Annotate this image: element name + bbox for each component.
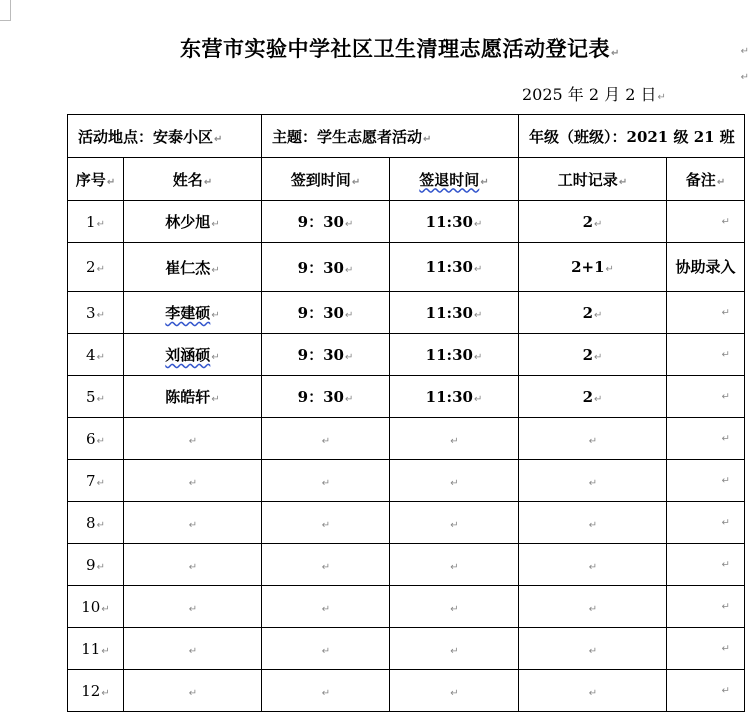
cell-name: 陈皓轩↵ [124,376,262,418]
cell-no: 7↵ [68,460,124,502]
paragraph-mark-icon: ↵ [588,645,598,657]
cell-no: 1↵ [68,201,124,243]
col-header-no: 序号↵ [68,158,124,201]
cell-remark [667,334,745,376]
paragraph-mark-icon: ↵ [588,477,598,489]
col-header-checkin: 签到时间↵ [262,158,390,201]
paragraph-mark-icon: ↵ [473,218,483,230]
cell-checkin [262,502,390,544]
paragraph-mark-icon: ↵ [211,352,220,363]
paragraph-mark-icon: ↵ [344,264,354,276]
paragraph-mark-icon: ↵ [450,603,459,615]
paragraph-mark-icon: ↵ [588,561,598,573]
cell-hours: 2↵ [519,334,667,376]
table-row [68,460,745,502]
col-header-checkout: 签退时间↵ [390,158,519,201]
paragraph-mark-icon: ↵ [657,92,666,103]
cell-hours: 2↵ [519,376,667,418]
cell-remark [667,201,745,243]
cell-checkin: 9：30↵ [262,376,390,418]
cell-checkin [262,544,390,586]
paragraph-mark-icon: ↵ [450,687,459,699]
paragraph-mark-icon: ↵ [211,264,220,276]
cell-checkout: 11:30↵ [390,292,519,334]
cell-name: 李建硕↵ [124,292,262,334]
paragraph-mark-icon: ↵ [96,218,105,230]
cell-hours [519,418,667,460]
document-title: 东营市实验中学社区卫生清理志愿活动登记表↵ [180,36,620,61]
paragraph-mark-icon: ↵ [344,352,354,363]
cell-checkout: 11:30↵ [390,201,519,243]
cell-checkout [390,586,519,628]
paragraph-mark-icon: ↵ [321,603,331,615]
paragraph-mark-icon: ↵ [101,603,110,615]
cell-checkout [390,628,519,670]
cell-checkout [390,418,519,460]
table-row [68,201,745,243]
cell-no: 9↵ [68,544,124,586]
paragraph-mark-icon: ↵ [344,219,354,230]
paragraph-mark-icon: ↵ [321,687,331,699]
paragraph-mark-icon: ↵ [101,645,110,657]
topic-cell: 主题：学生志愿者活动↵ [262,115,519,158]
cell-hours [519,670,667,712]
cell-no: 6↵ [68,418,124,460]
cell-checkin [262,418,390,460]
margin-mark: ↵ [740,72,749,83]
paragraph-mark-icon: ↵ [211,310,220,321]
paragraph-mark-icon: ↵ [721,559,730,570]
cell-remark [667,418,745,460]
paragraph-mark-icon: ↵ [605,264,614,275]
cell-checkin [262,628,390,670]
cell-checkout: 11:30↵ [390,376,519,418]
cell-checkout [390,544,519,586]
paragraph-mark-icon: ↵ [188,561,198,573]
paragraph-mark-icon: ↵ [721,391,730,402]
cell-remark [667,586,745,628]
paragraph-mark-icon: ↵ [594,393,603,405]
cell-hours: 2↵ [519,292,667,334]
table-row [68,628,745,670]
cell-checkin: 9：30↵ [262,201,390,243]
paragraph-mark-icon: ↵ [473,309,483,321]
cell-remark [667,376,745,418]
paragraph-mark-icon: ↵ [101,687,110,699]
cell-name [124,670,262,712]
paragraph-mark-icon: ↵ [721,643,730,654]
cell-hours [519,628,667,670]
paragraph-mark-icon: ↵ [473,393,483,405]
cell-checkin [262,460,390,502]
cell-name [124,586,262,628]
paragraph-mark-icon: ↵ [96,435,105,447]
document-date: 2025 年 2 月 2 日↵ [522,85,666,104]
paragraph-mark-icon: ↵ [96,561,105,573]
table-row [68,670,745,712]
table-body [68,201,745,712]
table-row [68,334,745,376]
table-row [68,292,745,334]
cell-checkout [390,670,519,712]
table-row [68,243,745,292]
cell-checkin: 9：30↵ [262,334,390,376]
paragraph-mark-icon: ↵ [188,603,198,615]
cell-name [124,418,262,460]
paragraph-mark-icon: ↵ [96,519,105,531]
paragraph-mark-icon: ↵ [211,219,220,230]
paragraph-mark-icon: ↵ [321,561,331,573]
cell-checkout [390,502,519,544]
cell-checkout [390,460,519,502]
paragraph-mark-icon: ↵ [321,477,331,489]
paragraph-mark-icon: ↵ [96,309,105,321]
paragraph-mark-icon: ↵ [473,264,483,275]
cell-remark [667,502,745,544]
cell-checkin [262,586,390,628]
cell-remark: 协助录入 [667,243,745,292]
cell-remark [667,460,745,502]
paragraph-mark-icon: ↵ [211,394,220,405]
cell-no: 8↵ [68,502,124,544]
paragraph-mark-icon: ↵ [588,519,598,531]
paragraph-mark-icon: ↵ [450,561,459,573]
cell-no: 3↵ [68,292,124,334]
paragraph-mark-icon: ↵ [588,435,598,447]
cell-checkin: 9：30↵ [262,292,390,334]
paragraph-mark-icon: ↵ [594,309,603,321]
cell-remark [667,670,745,712]
paragraph-mark-icon: ↵ [721,307,730,318]
paragraph-mark-icon: ↵ [450,435,459,447]
cell-no: 12↵ [68,670,124,712]
paragraph-mark-icon: ↵ [450,519,459,531]
paragraph-mark-icon: ↵ [721,475,730,486]
table-row [68,376,745,418]
cell-remark [667,292,745,334]
registration-table [67,114,745,712]
paragraph-mark-icon: ↵ [96,477,105,489]
col-header-name: 姓名↵ [124,158,262,201]
paragraph-mark-icon: ↵ [188,519,198,531]
table-row [68,586,745,628]
paragraph-mark-icon: ↵ [721,349,730,360]
paragraph-mark-icon: ↵ [588,603,598,615]
paragraph-mark-icon: ↵ [721,517,730,528]
cell-no: 10↵ [68,586,124,628]
cell-name [124,544,262,586]
paragraph-mark-icon: ↵ [321,435,331,447]
table-row [68,418,745,460]
cell-checkin [262,670,390,712]
cell-no: 11↵ [68,628,124,670]
cell-name [124,460,262,502]
paragraph-mark-icon: ↵ [721,685,730,696]
paragraph-mark-icon: ↵ [450,477,459,489]
cell-name [124,628,262,670]
cell-hours [519,586,667,628]
cell-checkout: 11:30↵ [390,334,519,376]
page-corner-mark [0,0,11,21]
cell-no: 2↵ [68,243,124,292]
paragraph-mark-icon: ↵ [344,310,354,321]
paragraph-mark-icon: ↵ [188,645,198,657]
paragraph-mark-icon: ↵ [96,351,105,363]
cell-name [124,502,262,544]
cell-no: 5↵ [68,376,124,418]
cell-hours [519,502,667,544]
info-row [68,115,745,158]
cell-hours: 2+1↵ [519,243,667,292]
paragraph-mark-icon: ↵ [594,218,603,230]
cell-name: 崔仁杰↵ [124,243,262,292]
cell-hours: 2↵ [519,201,667,243]
col-header-remark: 备注↵ [667,158,745,201]
margin-mark: ↵ [740,46,749,57]
paragraph-mark-icon: ↵ [594,351,603,363]
paragraph-mark-icon: ↵ [321,645,331,657]
cell-hours [519,544,667,586]
paragraph-mark-icon: ↵ [721,216,730,227]
cell-hours [519,460,667,502]
location-cell: 活动地点：安泰小区↵ [68,115,262,158]
paragraph-mark-icon: ↵ [344,394,354,405]
cell-checkout: 11:30↵ [390,243,519,292]
paragraph-mark-icon: ↵ [473,351,483,363]
paragraph-mark-icon: ↵ [96,393,105,405]
paragraph-mark-icon: ↵ [321,519,331,531]
cell-no: 4↵ [68,334,124,376]
cell-name: 刘涵硕↵ [124,334,262,376]
paragraph-mark-icon: ↵ [721,601,730,612]
cell-checkin: 9：30↵ [262,243,390,292]
paragraph-mark-icon: ↵ [611,48,620,59]
table-row [68,544,745,586]
header-row [68,158,745,201]
paragraph-mark-icon: ↵ [96,264,105,275]
table-row [68,502,745,544]
cell-name: 林少旭↵ [124,201,262,243]
paragraph-mark-icon: ↵ [450,645,459,657]
paragraph-mark-icon: ↵ [721,433,730,444]
paragraph-mark-icon: ↵ [588,687,598,699]
paragraph-mark-icon: ↵ [188,477,198,489]
paragraph-mark-icon: ↵ [188,687,198,699]
cell-remark [667,544,745,586]
col-header-hours: 工时记录↵ [519,158,667,201]
cell-remark [667,628,745,670]
grade-cell: 年级（班级）：2021 级 21 班 [519,115,745,158]
paragraph-mark-icon: ↵ [188,435,198,447]
